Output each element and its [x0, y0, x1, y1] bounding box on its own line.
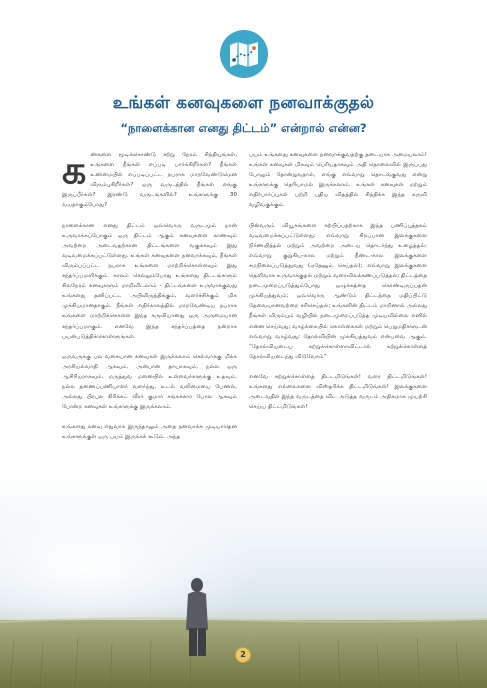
article-paragraph: நாளைக்கான எனது திட்டம் ஒவ்வொரு வருடமும் நான் உருவாக்கப்போகும் ஒரு திட்டம் ஆகும் கனவுகளை காணவும் அவற்றை அடைவதற்கான திட்டங்களை வகுக்கவும் இது வடிவமைக்கப்பட்டுள்ளது. உங்கள் கனவுகளை நனவாக்கவும், நீங்கள் விரும்பப்பட்ட நபராக உங்களை மாற்றிக்கொள்ளவும் இது சந்தர்ப்பமளிக்கும். காலம் செல்லும்போது உங்களது திட்டங்களும் சிலநேரம் கனவுகளும் மாறிவிடலாம் - திட்டங்களை உருவாக்குவது உங்களது தனிப்பட்ட அபிவிருத்திக்கும், வளர்ச்சிக்கும் மிக முக்கியமானதாகும். நீங்கள் எதிர்காலத்தில் மாறவேண்டிய நபராக உங்களை மாற்றிக்கொள்ள இந்த கருவியானது ஒரு அருமையான சந்தர்ப்பமாகும். எனவே இந்த சந்தர்ப்பத்தை நன்றாக பயன்படுத்திக்கொள்ளுங்கள்.	[62, 222, 237, 340]
page-number: 2	[235, 647, 251, 663]
article-paragraph: ஒருவருக்கு பல வகையான கனவுகள் இருக்கலாம் செல்வாக்கு மிக்க அரசியல்வாதி ஆகவும், அன்பான தாயாகவும், நல்ல ஒரு ஆசிரியராகவும், மருத்துவ மனையில் உள்ளவர்களுக்கு உதவும், நல்ல தணைப்பணியாளர் வளர்ந்து, உடல் வலிமையை பேணல், அல்லது பிரபல கிரிக்கட் வீரர் குமார் சங்கக்கார போல ஆகவும் போன்ற கனவுகள் உங்களுக்கு இருக்கலாம்.	[62, 353, 237, 411]
article-paragraph: எனவே கற்றுக்கொள்ளத் திட்டமிடுங்கள்! வளர திட்டமிடுங்கள்! உங்களது எல்லைகளை விஸ்தரிக்க திட்டமிடுங்கள்! இலக்குகளை அடைவதில் இந்த வருடத்தை விட அடுத்த வருடம் அதிகமாக முயற்சி செய்ய திட்டமிடுங்கள்!	[249, 373, 427, 411]
article-paragraph: கண்களை மூடிக்கொண்டு சற்று நேரம் சிந்தியுங்கள், உங்களை நீங்கள் எப்படி பார்க்கிறீர்கள்? நீங்கள் உண்மையில் எப்படிப்பட்ட நபராக மாறவேண்டுமென விரும்புகிறீர்கள்? ஒரு வருடத்தில் நீங்கள் எங்கு இருப்பீர்கள்? இரண்டு வருடங்களில்? உங்களுக்கு 30 வயதாகும்போது?	[62, 148, 237, 209]
page-title: உங்கள் கனவுகளை நனவாக்குதல்	[112, 93, 375, 113]
article-paragraph: பின்வரும் வியூகங்களை கற்பிப்பதற்காக இந்த பணிப்புத்தகம் வடிவமைக்கப்பட்டுள்ளது: எவ்வாறு சிறப்பான இலக்குகளை நிர்ணயித்தல் மற்றும் அவற்றை அடைய தொடர்ந்து உழைத்தல்; எவ்வாறு குறுகிய-கால மற்றும் நீண்ட-கால இலக்குகளை சமநிலைப்படுத்துவது (ஏதேனும் செய்தல்); எவ்வாறு இலக்குகளை தெளிவாக உருவாக்குதல் மற்றும் வரைவிலக்கணப்படுத்தல்; திட்டத்தை நடைமுறைப்படுத்தும்போது ஒழுக்கத்தை கொண்டிருப்பதன் முக்கியத்துவம்; ஒவ்வொரு ஆண்டும் திட்டத்தை மதிப்பிட்டு தேவையானவற்றை சரிசெய்தல்; உங்களின் திட்டம் மாறினால் அல்லது நீங்கள் விரும்பும் வழியில் நடைமுறைப்படுத்த முடியவில்லை எனில் என்ன செய்வது; வாழ்க்கையில் கொள்கைகள் மற்றும் பெறுமதிகளுடன் எவ்வாறு வாழ்வது; தோல்வியின் முக்கியத்துவம் என்பவை ஆகும். “தோல்வியடைய கற்றுக்கொள்ளாவிட்டால் கற்றுக்கொள்ளத் தோல்வியடைந்து விடுவோம்”	[249, 222, 427, 360]
page-subtitle: “நாளைக்கான எனது திட்டம்” என்றால் என்ன?	[120, 121, 367, 135]
article-paragraph: உங்களது கனவு எதுவாக இருந்தாலும் அதை நனவாக்க முடியாதென உங்களுக்குள் ஒரு பயம் இருக்கக் கூடும். அந்த	[62, 424, 237, 441]
map-route-icon	[220, 30, 268, 78]
article-left-column	[62, 150, 237, 452]
article-right-column	[249, 150, 427, 422]
dropcap-letter: க	[62, 148, 87, 192]
article-paragraph: பயம் உங்களது கனவுகளை நனவாக்குவதற்கு தடையாக அமையலாம்! உங்கள் கனவுகள் மிகவும் பெரியதாகவும் அதி தொலைவில் இருப்பது போலும் தோன்றுவதால், எங்கு எவ்வாறு தொடங்குவது என்று உங்களுக்கு தெரியாமல் இருக்கலாம். உங்கள் கனவுகள் மற்றும் எதிர்பார்ப்புகள் பற்றி புதிய விதத்தில் சிந்திக்க இந்த கருவி வழிவகுக்கும்.	[249, 152, 427, 209]
